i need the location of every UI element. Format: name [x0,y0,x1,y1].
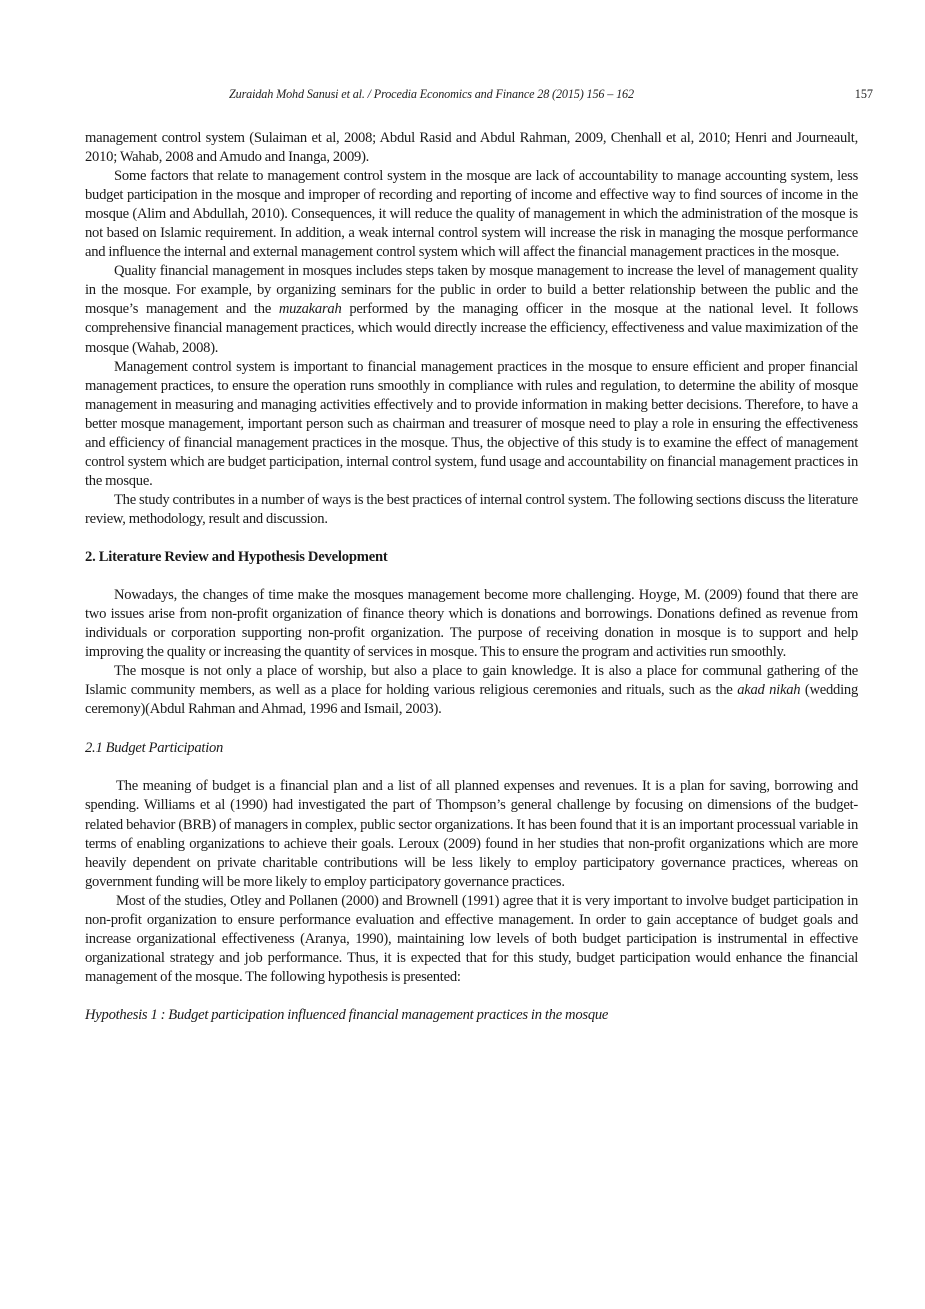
section-heading-literature-review: 2. Literature Review and Hypothesis Development [85,548,388,565]
text-span: The mosque is not only a place of worship, but also a place to gain knowledge. It is also a place for communal gathering of the Islamic community members, as well as a place for holding various religious ceremonies and rituals, such as the [85,663,858,699]
paragraph-mosque-worship [85,662,858,719]
text-span: Quality financial management in mosques includes steps taken by mosque management to increase the level of management quality in the mosque. For example, by organizing seminars for the public in order to build a better relationship between the public and the mosque’s management and the [85,263,858,318]
paragraph-contribution: The study contributes in a number of ways is the best practices of internal control system. The following sections discuss the literature review, methodology, result and discussion. [85,491,858,527]
paragraph-budget-meaning: The meaning of budget is a financial plan and a list of all planned expenses and revenues. It is a plan for saving, borrowing and spending. Williams et al (1990) had investigated the part of Thompson’s general challenge by focusing on dimensions of the budget-related behavior (BRB) of managers in complex, public sector organizations. It has been found that it is an important processual variable in terms of enabling organizations to achieve their goals. Leroux (2009) found in her studies that non-profit organizations which are more heavily dependent on private charitable contributions will be less likely to employ participatory governance practices, whereas on government funding will be more likely to employ participatory governance practices. [85,778,858,890]
body-text [85,129,858,1025]
paragraph-budget-studies: Most of the studies, Otley and Pollanen (2000) and Brownell (1991) agree that it is very important to involve budget participation in non-profit organization to ensure performance evaluation and effective management. In order to gain acceptance of budget goals and increase organizational effectiveness (Aranya, 1990), maintaining low levels of both budget participation is instrumental in effective organizational strategy and job performance. Thus, it is expected that for this study, budget participation would enhance the financial management of the mosque. The following hypothesis is presented: [85,892,858,985]
paragraph-quality-management [85,262,858,357]
text-span: performed by the managing officer in the mosque at the national level. It follows comprehensive financial management practices, which would directly increase the efficiency, effectiveness and value maximization of the mosque (Wahab, 2008). [85,301,859,356]
running-header [85,87,873,103]
subsection-heading-budget-participation: 2.1 Budget Participation [85,740,224,757]
text-span: (wedding ceremony)(Abdul Rahman and Ahmad, 1996 and Ismail, 2003). [85,682,859,718]
running-title: Zuraidah Mohd Sanusi et al. / Procedia Economics and Finance 28 (2015) 156 – 162 [229,87,634,101]
italic-term-muzakarah: muzakarah [278,301,342,318]
paragraph-management-control: Management control system is important to financial management practices in the mosque to ensure efficient and proper financial management practices, to ensure the operation runs smoothly in compliance with rules and regulation, to determine the ability of mosque management in measuring and managing activities effectively and to provide information in making better decisions. Therefore, to have a better mosque management, important person such as chairman and treasurer of mosque need to play a role in ensuring the effectiveness and efficiency of financial management practices in the mosque. Thus, the objective of this study is to examine the effect of management control system which are budget participation, internal control system, fund usage and accountability on financial management practices in the mosque. [85,358,858,489]
hypothesis-1: Hypothesis 1 : Budget participation influenced financial management practices in the mosque [85,1006,609,1023]
paragraph-continued: management control system (Sulaiman et al, 2008; Abdul Rasid and Abdul Rahman, 2009, Chenhall et al, 2010; Henri and Journeault, 2010; Wahab, 2008 and Amudo and Inanga, 2009). [85,130,858,166]
paragraph-nowadays: Nowadays, the changes of time make the mosques management become more challenging. Hoyge, M. (2009) found that there are two issues arise from non-profit organization of finance theory which is donations and borrowings. Donations defined as revenue from individuals or corporation supporting non-profit organization. The purpose of receiving donation in mosque is to support and help improving the quality or increasing the quantity of services in mosque. This to ensure the program and activities run smoothly. [85,587,858,661]
page-number: 157 [854,87,873,101]
paragraph-factors: Some factors that relate to management control system in the mosque are lack of accountability to manage accounting system, less budget participation in the mosque and improper of recording and reporting of income and effective way to find sources of income in the mosque (Alim and Abdullah, 2010). Consequences, it will reduce the quality of management in which the administration of the mosque is not based on Islamic requirement. In addition, a weak internal control system will increase the risk in managing the mosque performance and influence the internal and external management control system which will affect the financial management practices in the mosque. [85,168,858,261]
italic-term-akad-nikah: akad nikah [737,682,801,699]
